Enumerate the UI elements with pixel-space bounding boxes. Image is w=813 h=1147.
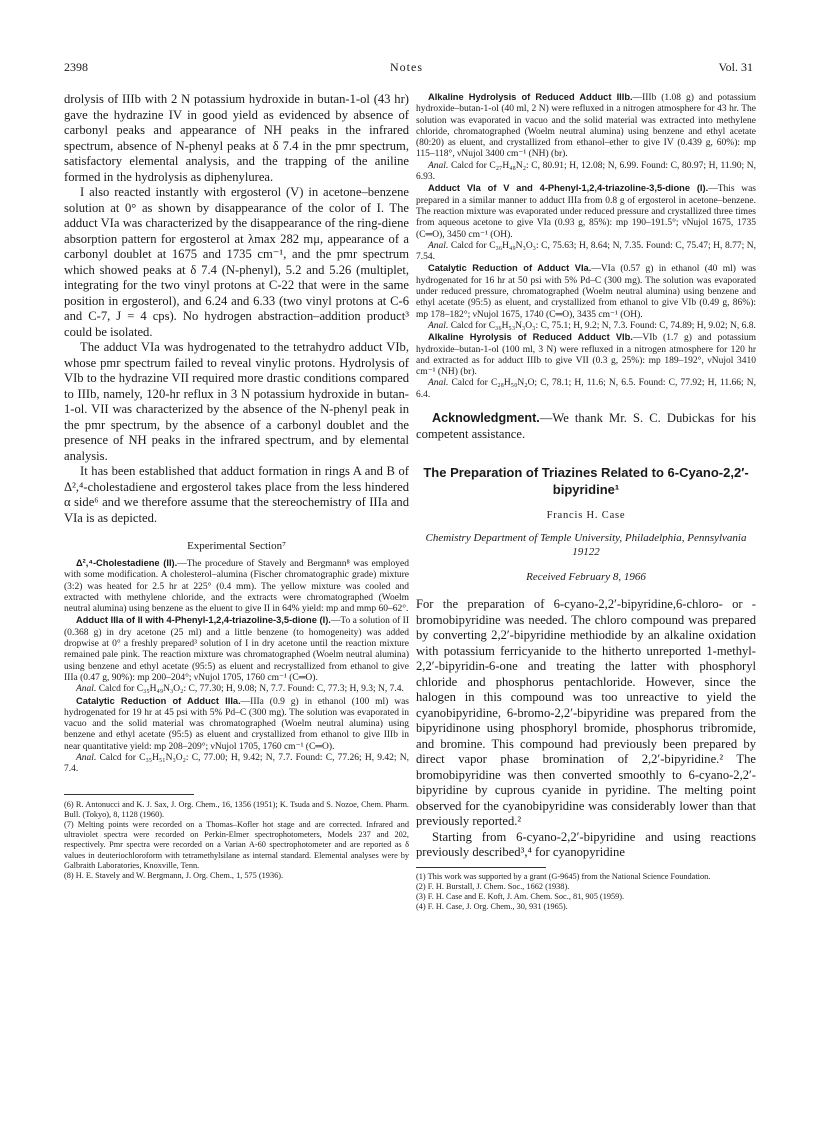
- run-in-heading: Alkaline Hyrolysis of Reduced Adduct VIb.: [428, 332, 633, 343]
- footnote: (2) F. H. Burstall, J. Chem. Soc., 1662 (1938).: [416, 881, 570, 891]
- analysis-paragraph: [416, 241, 756, 264]
- experimental-heading: Experimental Section⁷: [187, 540, 286, 552]
- experimental-paragraph: [416, 183, 756, 240]
- experimental-text: —VIa (0.57 g) in ethanol (40 ml) was hydrogenated for 16 hr at 50 psi with 5% Pd–C (300 mg). The solution was evaporated under reduced pressure, chromatographed (Woelm neutral alumina) using benzene and ethyl acetate (95:5) as eluent, and crystallized from ethanol to give VIb (0.49 g, 86%): mp 178–182°; νNujol 1675, 1740 (C═O), 3435 cm⁻¹ (OH).: [416, 264, 756, 320]
- analysis-text: Calcd for C₂₇H₄₈N₂: C, 80.91; H, 12.08; N, 6.99. Found: C, 80.97; H, 11.90; N, 6.93.: [416, 160, 756, 183]
- anal-label: Anal.: [76, 684, 97, 695]
- analysis-text: Calcd for C₃₅H₄₉N₃O₂: C, 77.30; H, 9.08; N, 7.7. Found: C, 77.3; H, 9.3; N, 7.4.: [96, 684, 404, 695]
- run-in-heading: Catalytic Reduction of Adduct VIa.: [428, 263, 592, 274]
- footnote: (8) H. E. Stavely and W. Bergmann, J. Org. Chem., 1, 575 (1936).: [64, 871, 284, 881]
- body-paragraph: I also reacted instantly with ergosterol (V) in acetone–benzene solution at 0° as shown by disappearance of the color of I. The adduct VIa was characterized by the disappearance of the ring-diene absorption pattern for ergosterol at λmax 282 mμ, appearance of a carbonyl doublet at 1675 and 1735 cm⁻¹, and the pmr spectrum which showed peaks at δ 7.4 (N-phenyl), 5.2 and 5.26 (multiplet, integrating for the two vinyl protons at C-22 that were in the same position in ergosterol), and 6.24 and 6.33 (two vinyl protons at C-6 and C-7, J = 4 cps). No hydrogen abstraction–addition product³ could be isolated.: [64, 185, 409, 339]
- running-header: [0, 60, 813, 80]
- experimental-paragraph: [64, 615, 409, 684]
- run-in-heading: Catalytic Reduction of Adduct IIIa.: [76, 695, 241, 706]
- anal-label: Anal.: [428, 240, 449, 251]
- run-in-heading: Adduct VIa of V and 4-Phenyl-1,2,4-triazoline-3,5-dione (I).: [428, 183, 709, 194]
- acknowledgment-heading: Acknowledgment.: [432, 411, 540, 426]
- footnote: (4) F. H. Case, J. Org. Chem., 30, 931 (1965).: [416, 902, 568, 912]
- article-title: The Preparation of Triazines Related to 6-Cyano-2,2′-bipyridine¹: [423, 465, 749, 498]
- anal-label: Anal.: [428, 378, 449, 389]
- author-name: Francis H. Case: [546, 510, 626, 522]
- experimental-text: —IIIb (1.08 g) and potassium hydroxide–butan-1-ol (40 ml, 2 N) were refluxed in a nitrogen atmosphere for 43 hr. The solution was evaporated in vacuo and the solid material was extracted into methylene chloride, chromatographed (Woelm neutral alumina) using benzene and ethyl acetate (80:20) as eluent, and crystallized from ethanol–ether to give IV (0.439 g, 60%): mp 115–118°, νNujol 3400 cm⁻¹ (NH) (br).: [416, 93, 756, 160]
- analysis-text: Calcd for C₃₆H₄₉N₃O₃: C, 75.63; H, 8.64; N, 7.35. Found: C, 75.47; H, 8.77; N, 7.54.: [416, 240, 756, 263]
- acknowledgment-text: —We thank Mr. S. C. Dubickas for his competent assistance.: [416, 411, 756, 441]
- body-paragraph: The adduct VIa was hydrogenated to the tetrahydro adduct VIb, whose pmr spectrum failed to reveal vinylic protons. Hydrolysis of VIb to the hydrazine VII required more drastic conditions compared to IIIb, namely, 120-hr reflux in 3 N potassium hydroxide in butan-1-ol. VII was characterized by the absence of the N-phenyl peak in the pmr spectrum, by the absence of a carbonyl doublet and the presence of NH peaks in the infrared spectrum, and by elemental analysis.: [64, 340, 409, 463]
- footnote: (1) This work was supported by a grant (G-9645) from the National Science Foundation.: [416, 871, 711, 881]
- page-number: 2398: [64, 60, 88, 74]
- experimental-paragraph: [416, 332, 756, 378]
- run-in-heading: Alkaline Hydrolysis of Reduced Adduct IIIb.: [428, 92, 633, 102]
- experimental-text: —VIb (1.7 g) and potassium hydroxide–butan-1-ol (100 ml, 3 N) were refluxed in a nitrogen atmosphere for 120 hr and extracted as for adduct IIIb to give VII (0.3 g, 25%): mp 189–192°, νNujol 3410 cm⁻¹ (NH) (br).: [416, 333, 756, 378]
- footnote: (7) Melting points were recorded on a Thomas–Kofler hot stage and are corrected. Infrared and ultraviolet spectra were recorded on Perkin-Elmer spectrophotometers, Models 237 and 202, respectively. Pmr spectra were recorded on a Varian A-60 spectrophotometer and are reported as δ values in deuteriochloroform with tetramethylsilane as internal standard. Elemental analyses were by Galbraith Laboratories, Knoxville, Tenn.: [64, 820, 409, 870]
- analysis-paragraph: [64, 753, 409, 776]
- experimental-text: —This was prepared in a similar manner to adduct IIIa from 0.8 g of ergosterol in acetone–benzene. The reaction mixture was evaporated under reduced pressure and crystallized three times from aqueous acetone to give VIa (0.93 g, 85%): mp 190–191.5°; νNujol 1675, 1735 (C═O), 3450 cm⁻¹ (OH).: [416, 184, 756, 240]
- analysis-text: Calcd for C₂₈H₅₀N₂O; C, 78.1; H, 11.6; N, 6.5. Found: C, 77.92; H, 11.66; N, 6.4.: [416, 378, 756, 400]
- analysis-paragraph: [64, 684, 409, 695]
- run-in-heading: Adduct IIIa of II with 4-Phenyl-1,2,4-triazoline-3,5-dione (I).: [76, 615, 331, 626]
- experimental-paragraph: [64, 558, 409, 615]
- footnote: (6) R. Antonucci and K. J. Sax, J. Org. Chem., 16, 1356 (1951); K. Tsuda and S. Nozoe, Chem. Pharm. Bull. (Tokyo), 8, 1128 (1960).: [64, 799, 409, 819]
- footnote: (3) F. H. Case and E. Koft, J. Am. Chem. Soc., 81, 905 (1959).: [416, 891, 625, 901]
- experimental-text: —IIIa (0.9 g) in ethanol (100 ml) was hydrogenated for 19 hr at 45 psi with 5% Pd–C (300 mg). The solution was evaporated in vacuo and the solid material was chromatographed (Woelm neutral alumina) using benzene and ethyl acetate (95:5) as eluent and crystallized from ethanol to give IIIb in near quantitative yield: mp 208–209°; νNujol 1705, 1760 cm⁻¹ (C═O).: [64, 696, 409, 752]
- analysis-text: Calcd for C₃₆H₅₃N₃O₃: C, 75.1; H, 9.2; N, 7.3. Found: C, 74.89; H, 9.02; N, 6.8.: [448, 320, 756, 331]
- analysis-paragraph: [416, 161, 756, 184]
- analysis-paragraph: [416, 321, 756, 332]
- experimental-text: —The procedure of Stavely and Bergmann⁸ was employed with some modification. A cholesterol–alumina (Fischer chromatographic grade) mixture (3:2) was heated for 2.5 hr at 225° (0.4 mm). The yellow mixture was cooled and extracted with methylene chloride, and the extracts were chromatographed (Woelm neutral alumina) using benzene as the eluent to give II in 64% yield: mp and mmp 60–62°.: [64, 559, 410, 615]
- left-column: [64, 92, 409, 881]
- footnote-rule: [64, 794, 194, 795]
- acknowledgment: [416, 411, 756, 442]
- received-date: Received February 8, 1966: [526, 571, 646, 584]
- body-paragraph: Starting from 6-cyano-2,2′-bipyridine and using reactions previously described³,⁴ for cyanopyridine: [416, 829, 756, 860]
- journal-section: Notes: [390, 60, 423, 74]
- body-paragraph: It has been established that adduct formation in rings A and B of Δ²,⁴-cholestadiene and ergosterol takes place from the less hindered α side⁶ and we therefore assume that the stereochemistry of IIIa and VIa is as depicted.: [64, 464, 409, 525]
- right-column: [416, 92, 756, 912]
- anal-label: Anal.: [76, 753, 97, 764]
- footnote-rule: [416, 867, 546, 868]
- anal-label: Anal.: [428, 160, 449, 171]
- body-paragraph: drolysis of IIIb with 2 N potassium hydroxide in butan-1-ol (43 hr) gave the hydrazine IV in good yield as evidenced by absence of carbonyl peaks and appearance of NH peaks in the infrared spectrum, absence of N-phenyl peaks at δ 7.4 in the pmr spectrum, satisfactory elemental analysis, and the trapping of the aniline formed in the hydrolysis as diphenylurea.: [64, 92, 409, 184]
- experimental-text: —To a solution of II (0.368 g) in dry acetone (25 ml) and a little benzene (to homogeneity) was added dropwise at 0° a freshly prepared³ solution of I in dry acetone until the reaction mixture remained pale pink. The reaction mixture was chromatographed (Woelm neutral alumina) using benzene and ethyl acetate (95:5) as eluent and recrystallized from ethanol to give IIIa (0.47 g, 90%): mp 200–204°; νNujol 1705, 1760 cm⁻¹ (C═O).: [64, 616, 409, 683]
- experimental-paragraph: [64, 696, 409, 753]
- analysis-text: Calcd for C₃₅H₅₁N₃O₂: C, 77.00; H, 9.42; N, 7.7. Found: C, 77.26; H, 9.42; N, 7.4.: [64, 753, 409, 775]
- body-paragraph: For the preparation of 6-cyano-2,2′-bipyridine,6-chloro- or -bromobipyridine was needed. The chloro compound was prepared by converting 2,2′-bipyridine methiodide by an alkaline oxidation with potassium ferricyanide to the hitherto unreported 1-methyl-2,2′-bipyridin-6-one and treating the latter with phosphoryl chloride and phosphorus pentachloride. However, since the halogen in this compound was too unreactive to yield the cyanobipyridine, 6-bromo-2,2′-bipyridine was prepared from the bipyridinone using phosphoryl bromide, phosphorus tribromide, and bromine. This compound had previously been prepared by direct vapor phase bromination of 2,2′-bipyridine.² The bromobipyridine was then converted smoothly to 6-cyano-2,2′-bipyridine by cuprous cyanide in pyridine. The melting point observed for the cyanobipyridine was considerably lower than that previously reported.²: [416, 597, 756, 829]
- anal-label: Anal.: [428, 320, 449, 331]
- affiliation: Chemistry Department of Temple University, Philadelphia, Pennsylvania 19122: [425, 532, 747, 559]
- run-in-heading: Δ²,⁴-Cholestadiene (II).: [76, 558, 178, 568]
- volume-label: Vol. 31: [718, 60, 753, 74]
- experimental-paragraph: [416, 263, 756, 320]
- experimental-paragraph: [416, 92, 756, 161]
- analysis-paragraph: [416, 378, 756, 401]
